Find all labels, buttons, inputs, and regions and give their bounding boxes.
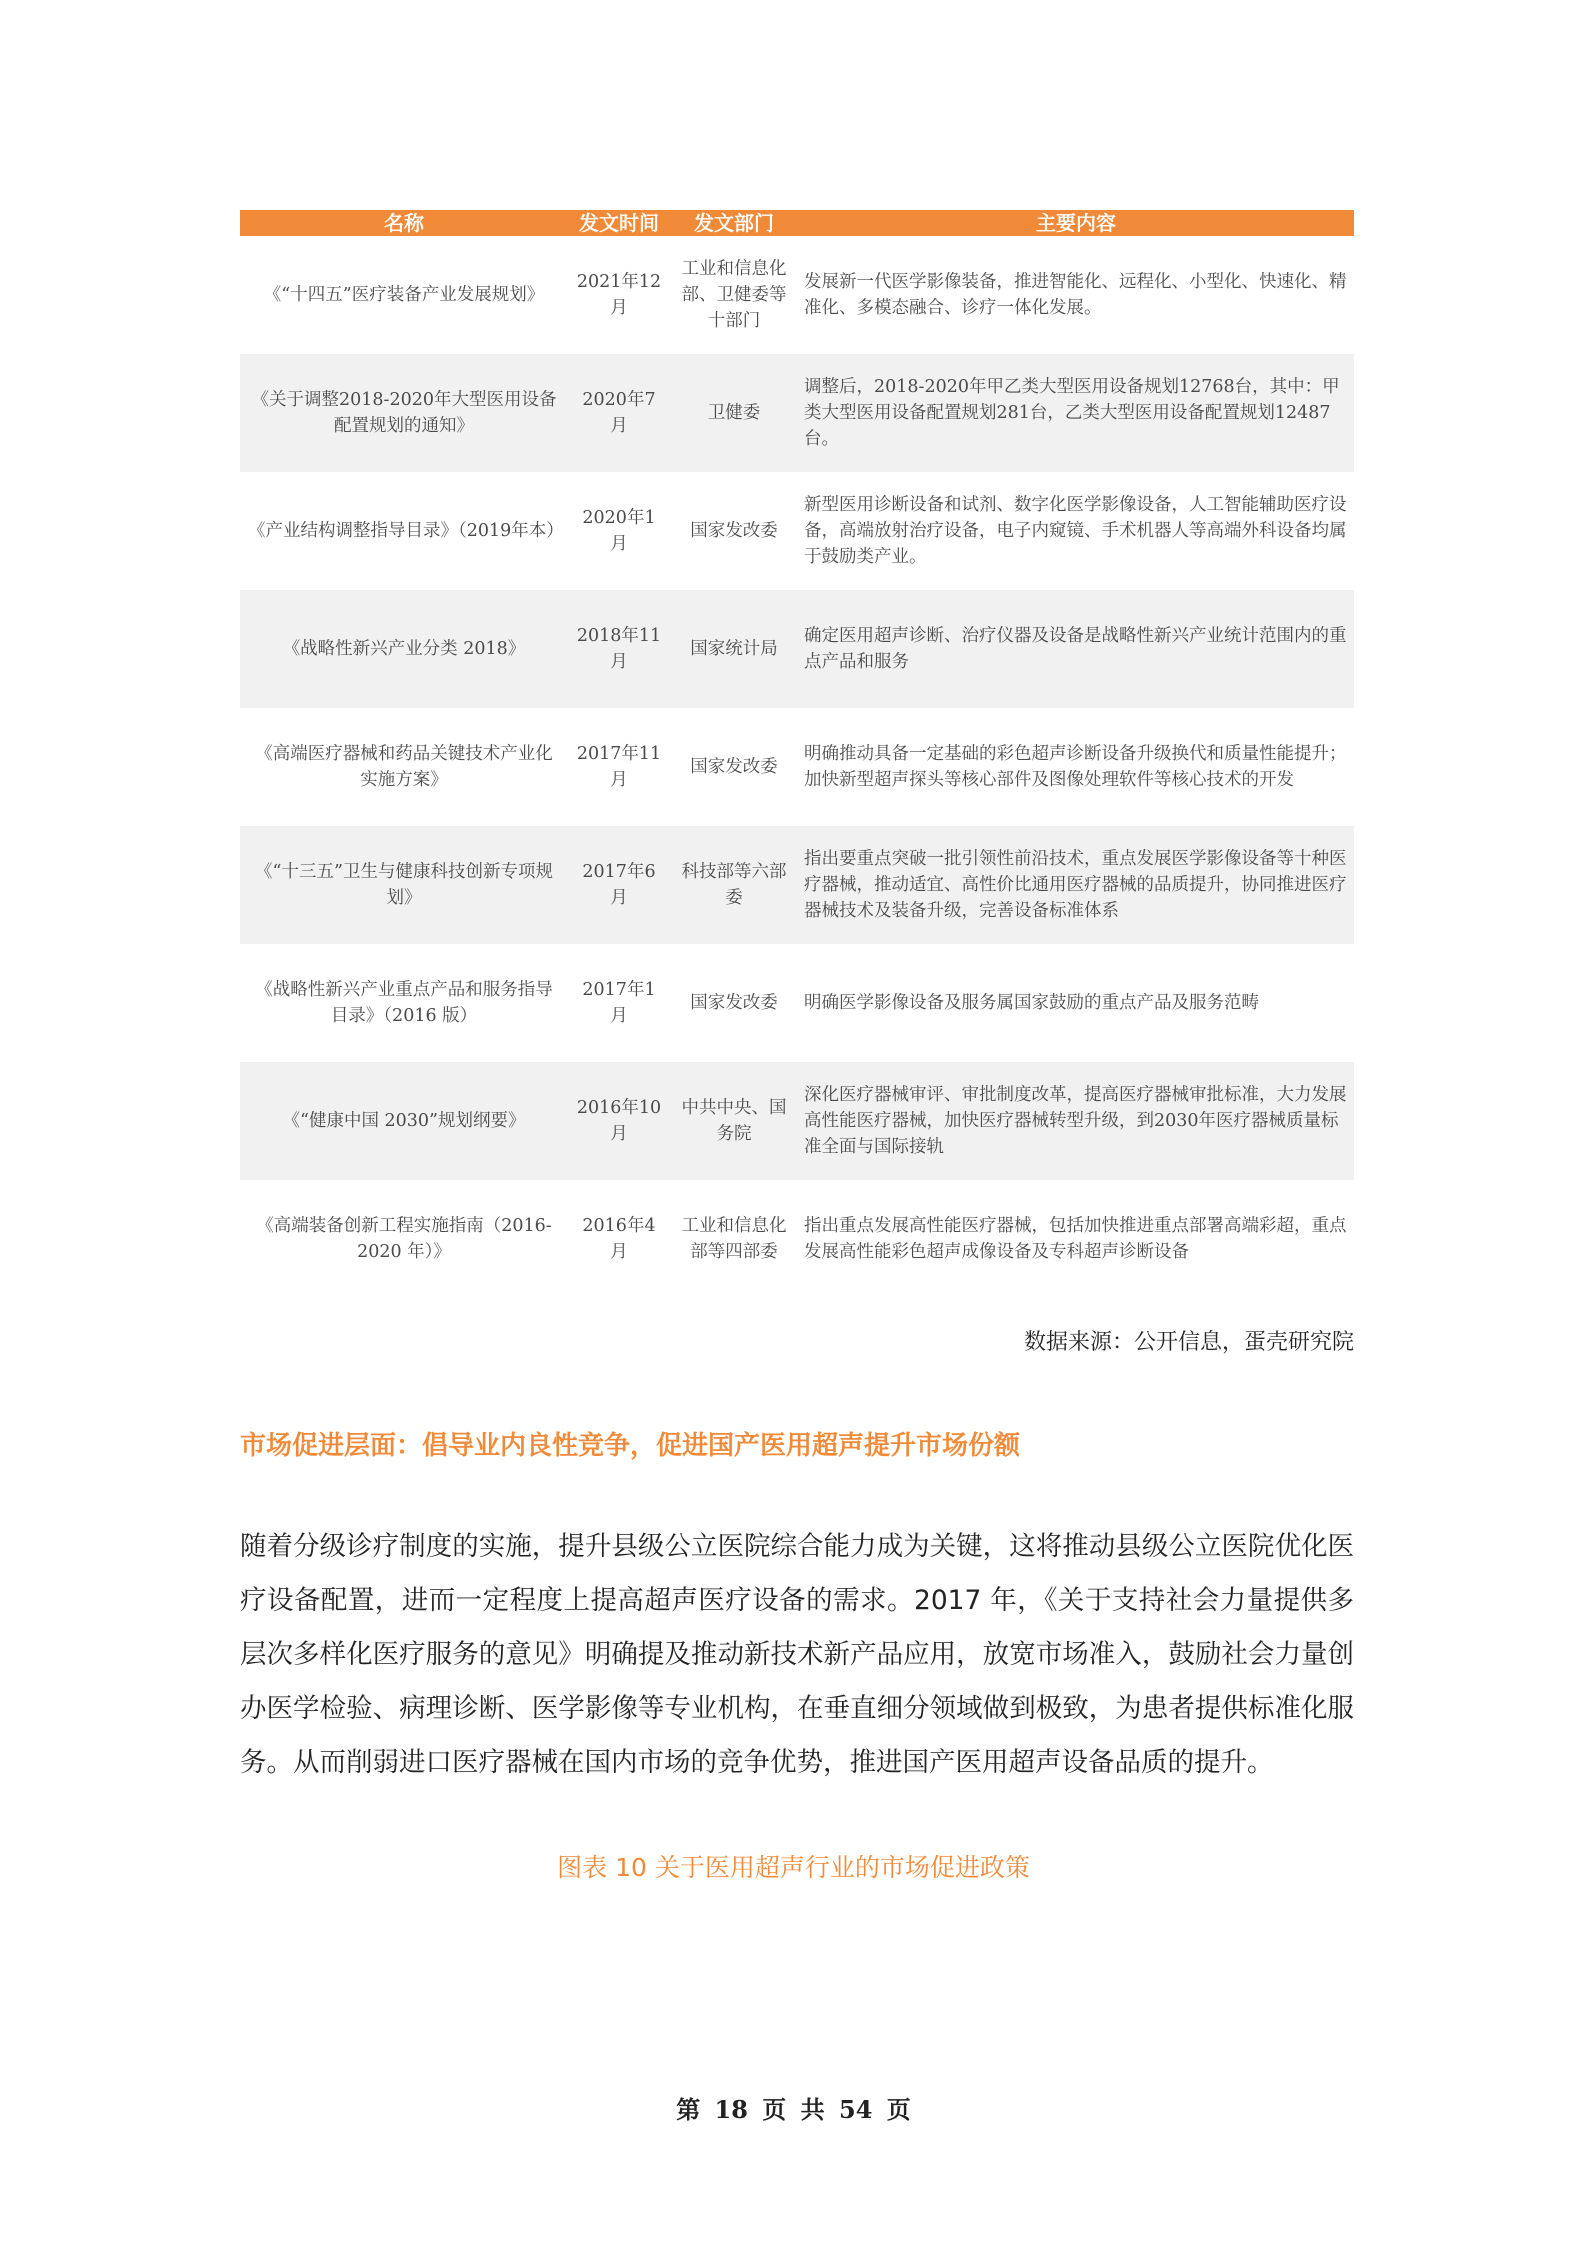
cell-dept: 工业和信息化部、卫健委等十部门 — [670, 236, 798, 354]
body-paragraph: 随着分级诊疗制度的实施，提升县级公立医院综合能力成为关键，这将推动县级公立医院优化医疗设备配置，进而一定程度上提高超声医疗设备的需求。2017 年，《关于支持社会力量提供多层次多样化医疗服务的意见》明确提及推动新技术新产品应用，放宽市场准入，鼓励社会力量创办医学检验、病理诊断、医学影像等专业机构，在垂直细分领域做到极致，为患者提供标准化服务。从而削弱进口医疗器械在国内市场的竞争优势，推进国产医用超声设备品质的提升。 — [240, 1531, 1354, 1778]
header-date: 发文时间 — [568, 210, 670, 236]
header-content: 主要内容 — [798, 210, 1354, 236]
cell-date: 2017年11月 — [568, 708, 670, 826]
cell-name: 《高端医疗器械和药品关键技术产业化实施方案》 — [240, 708, 568, 826]
cell-name: 《“十四五”医疗装备产业发展规划》 — [240, 236, 568, 354]
cell-name: 《高端装备创新工程实施指南（2016-2020 年）》 — [240, 1180, 568, 1298]
cell-name: 《“十三五”卫生与健康科技创新专项规划》 — [240, 826, 568, 944]
table-row — [240, 354, 1354, 472]
cell-dept: 中共中央、国务院 — [670, 1062, 798, 1180]
cell-name: 《关于调整2018-2020年大型医用设备配置规划的通知》 — [240, 354, 568, 472]
cell-content: 新型医用诊断设备和试剂、数字化医学影像设备，人工智能辅助医疗设备，高端放射治疗设备，电子内窥镜、手术机器人等高端外科设备均属于鼓励类产业。 — [798, 472, 1354, 590]
table-row — [240, 472, 1354, 590]
cell-date: 2020年7月 — [568, 354, 670, 472]
cell-content: 指出重点发展高性能医疗器械，包括加快推进重点部署高端彩超，重点发展高性能彩色超声成像设备及专科超声诊断设备 — [798, 1180, 1354, 1298]
cell-date: 2021年12月 — [568, 236, 670, 354]
cell-content: 深化医疗器械审评、审批制度改革，提高医疗器械审批标准，大力发展高性能医疗器械，加快医疗器械转型升级，到2030年医疗器械质量标准全面与国际接轨 — [798, 1062, 1354, 1180]
section-heading: 市场促进层面：倡导业内良性竞争，促进国产医用超声提升市场份额 — [240, 1431, 1021, 1461]
cell-dept: 国家发改委 — [670, 944, 798, 1062]
cell-date: 2018年11月 — [568, 590, 670, 708]
cell-date: 2020年1月 — [568, 472, 670, 590]
cell-content: 发展新一代医学影像装备，推进智能化、远程化、小型化、快速化、精准化、多模态融合、诊疗一体化发展。 — [798, 236, 1354, 354]
table-header-row — [240, 210, 1354, 236]
table-row — [240, 1062, 1354, 1180]
cell-content: 指出要重点突破一批引领性前沿技术，重点发展医学影像设备等十种医疗器械，推动适宜、高性价比通用医疗器械的品质提升，协同推进医疗器械技术及装备升级，完善设备标准体系 — [798, 826, 1354, 944]
cell-dept: 国家发改委 — [670, 708, 798, 826]
cell-content: 确定医用超声诊断、治疗仪器及设备是战略性新兴产业统计范围内的重点产品和服务 — [798, 590, 1354, 708]
cell-dept: 工业和信息化部等四部委 — [670, 1180, 798, 1298]
policy-table-container — [240, 210, 1354, 1298]
page-footer: 第 18 页 共 54 页 — [676, 2095, 911, 2124]
table-row — [240, 590, 1354, 708]
cell-date: 2017年1月 — [568, 944, 670, 1062]
table-row — [240, 236, 1354, 354]
cell-content: 明确推动具备一定基础的彩色超声诊断设备升级换代和质量性能提升；加快新型超声探头等核心部件及图像处理软件等核心技术的开发 — [798, 708, 1354, 826]
cell-dept: 国家发改委 — [670, 472, 798, 590]
cell-content: 调整后，2018-2020年甲乙类大型医用设备规划12768台，其中：甲类大型医用设备配置规划281台，乙类大型医用设备配置规划12487台。 — [798, 354, 1354, 472]
cell-content: 明确医学影像设备及服务属国家鼓励的重点产品及服务范畴 — [798, 944, 1354, 1062]
cell-dept: 国家统计局 — [670, 590, 798, 708]
table-row — [240, 944, 1354, 1062]
data-source-note: 数据来源：公开信息，蛋壳研究院 — [1023, 1330, 1354, 1355]
table-row — [240, 708, 1354, 826]
figure-caption: 图表 10 关于医用超声行业的市场促进政策 — [557, 1853, 1030, 1882]
table-row — [240, 826, 1354, 944]
cell-date: 2017年6月 — [568, 826, 670, 944]
cell-name: 《战略性新兴产业分类 2018》 — [240, 590, 568, 708]
header-name: 名称 — [240, 210, 568, 236]
table-row — [240, 1180, 1354, 1298]
cell-name: 《战略性新兴产业重点产品和服务指导目录》（2016 版） — [240, 944, 568, 1062]
cell-dept: 卫健委 — [670, 354, 798, 472]
cell-date: 2016年4月 — [568, 1180, 670, 1298]
cell-name: 《“健康中国 2030”规划纲要》 — [240, 1062, 568, 1180]
policy-table — [240, 210, 1354, 1298]
cell-date: 2016年10月 — [568, 1062, 670, 1180]
cell-dept: 科技部等六部委 — [670, 826, 798, 944]
header-dept: 发文部门 — [670, 210, 798, 236]
cell-name: 《产业结构调整指导目录》（2019年本） — [240, 472, 568, 590]
